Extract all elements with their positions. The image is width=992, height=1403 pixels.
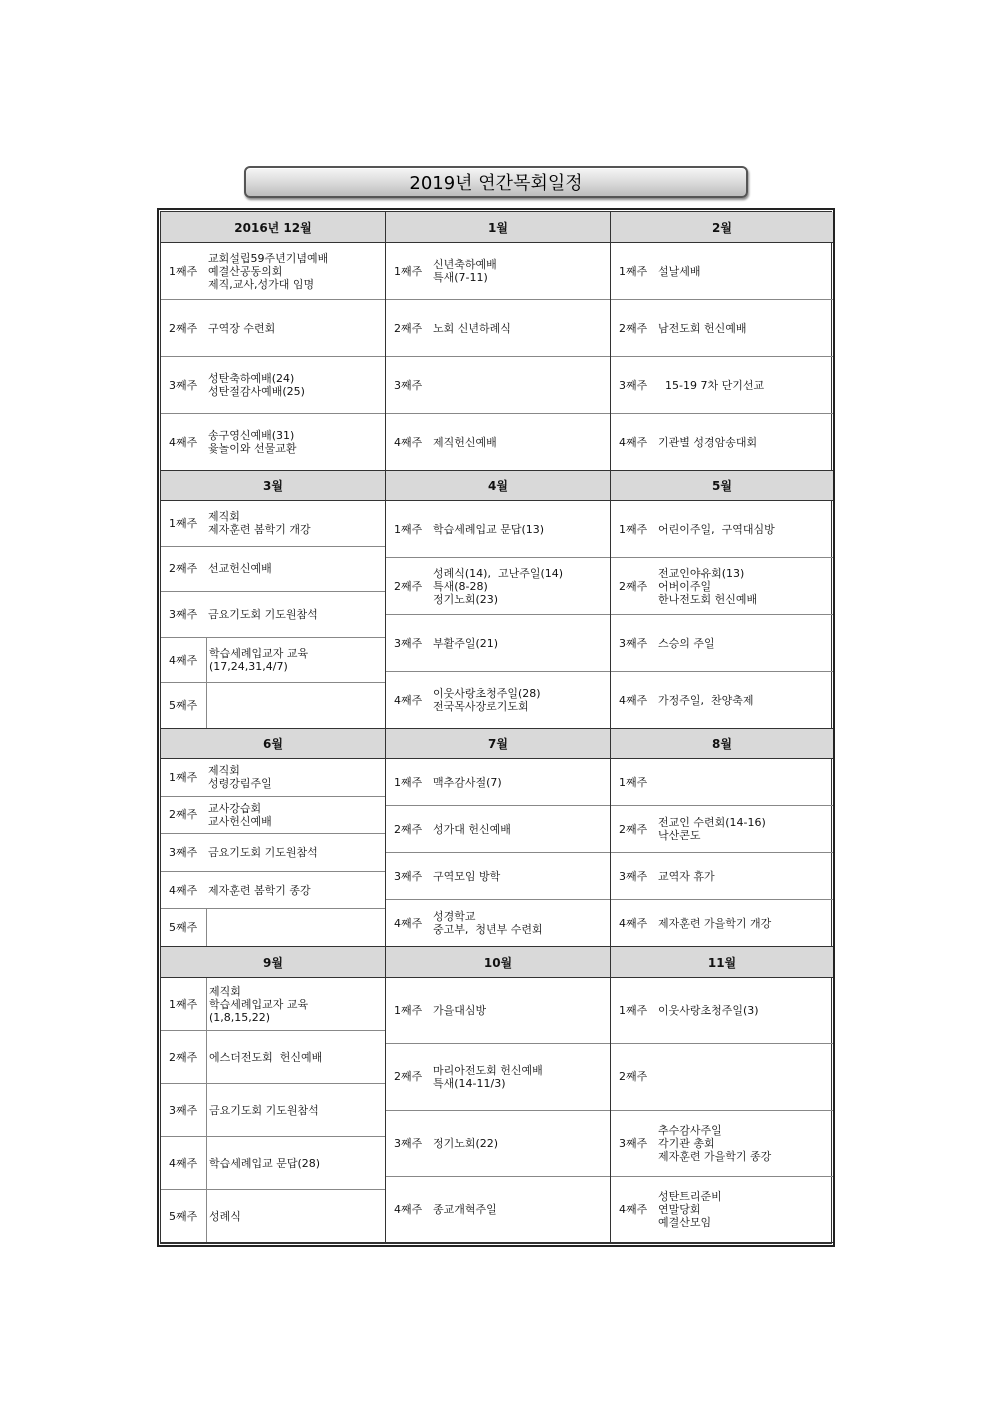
week-events [431, 672, 610, 728]
week-label: 3째주 [394, 869, 423, 883]
week-label: 4째주 [619, 916, 648, 930]
event-text: 윷놀이와 선물교환 [208, 442, 297, 455]
week-label: 4째주 [394, 916, 423, 930]
week-row [161, 683, 385, 728]
week-events [206, 1084, 385, 1136]
week-row [161, 909, 385, 946]
event-text: 성탄트리준비 [658, 1189, 722, 1203]
event-text: 설날세배 [658, 264, 701, 278]
week-label: 3째주 [394, 378, 423, 392]
week-label: 1째주 [169, 770, 198, 784]
event-text: 전교인 수련회(14-16) [658, 816, 766, 829]
week-label: 1째주 [394, 1004, 423, 1018]
week-row [161, 414, 385, 470]
week-row [611, 1177, 833, 1242]
week-row [611, 414, 833, 470]
week-label: 2째주 [169, 1050, 198, 1064]
week-row [161, 592, 385, 638]
event-text: 성탄절감사예배(25) [208, 385, 305, 398]
week-events [431, 1177, 610, 1242]
event-text: 기관별 성경암송대회 [658, 435, 758, 449]
week-label: 3째주 [394, 636, 423, 650]
week-row [386, 1177, 610, 1242]
week-row [611, 1111, 833, 1177]
week-events [206, 1190, 385, 1242]
week-row [386, 1111, 610, 1177]
week-events [656, 759, 833, 805]
page-title: 2019년 연간목회일정 [244, 166, 748, 198]
event-text: 예결산모임 [658, 1215, 712, 1229]
month-column [386, 501, 611, 729]
event-text: 제자훈련 가을학기 종강 [658, 1149, 772, 1163]
month-column [386, 243, 611, 471]
week-events [206, 592, 385, 637]
week-events [431, 853, 610, 899]
event-text: 이웃사랑초청주일(28) [433, 687, 541, 700]
event-text: 맥추감사절(7) [433, 775, 502, 789]
week-row [386, 357, 610, 414]
month-header: 7월 [386, 729, 611, 759]
event-text: 성령강림주일 [208, 777, 272, 791]
week-events [206, 834, 385, 871]
month-header: 1월 [386, 212, 611, 243]
month-column [611, 759, 833, 947]
week-events [431, 357, 610, 413]
week-label: 3째주 [394, 1136, 423, 1150]
week-events [206, 1137, 385, 1189]
week-row [161, 357, 385, 414]
event-text: 학습세례입교 문답(13) [433, 522, 545, 536]
week-row [611, 806, 833, 853]
week-events [431, 1044, 610, 1109]
event-text: 송구영신예배(31) [208, 429, 295, 442]
week-label: 5째주 [169, 921, 198, 935]
week-row [161, 1031, 385, 1084]
week-row [611, 759, 833, 806]
week-label: 3째주 [619, 869, 648, 883]
week-label: 3째주 [169, 1103, 198, 1117]
month-header: 6월 [161, 729, 386, 759]
week-row [386, 759, 610, 806]
event-text: 남전도회 헌신예배 [658, 321, 747, 335]
week-events [206, 1031, 385, 1083]
week-label: 1째주 [169, 997, 198, 1011]
week-label: 2째주 [169, 321, 198, 335]
week-events [431, 414, 610, 470]
week-row [386, 243, 610, 300]
week-row [386, 1044, 610, 1110]
week-events [656, 900, 833, 946]
week-events [206, 909, 385, 946]
week-row [161, 797, 385, 835]
week-events [206, 501, 385, 546]
month-header: 10월 [386, 947, 611, 978]
event-text: 교사강습회 [208, 801, 262, 815]
week-row [386, 853, 610, 900]
week-events [431, 1111, 610, 1176]
week-events [431, 300, 610, 356]
event-text: 제자훈련 봄학기 종강 [208, 883, 311, 897]
week-label: 4째주 [169, 1156, 198, 1170]
week-events [656, 853, 833, 899]
event-text: 교사헌신예배 [208, 814, 272, 828]
week-events [656, 558, 833, 614]
event-text: 예결산공동의회 [208, 264, 283, 278]
week-events [431, 978, 610, 1043]
week-events [431, 759, 610, 805]
week-row [161, 1190, 385, 1242]
week-events [206, 414, 385, 470]
event-text: 제자훈련 봄학기 개강 [208, 523, 311, 537]
month-column [611, 501, 833, 729]
event-text: 어린이주일, 구역대심방 [658, 522, 775, 536]
week-events [656, 978, 833, 1043]
week-label: 4째주 [619, 1202, 648, 1216]
event-text: 성탄축하예배(24) [208, 372, 295, 385]
event-text: 이웃사랑초청주일(3) [658, 1004, 759, 1018]
event-text: 스승의 주일 [658, 636, 715, 650]
event-text: 특새(14-11/3) [433, 1076, 506, 1090]
week-label: 1째주 [169, 264, 198, 278]
week-row [161, 501, 385, 547]
event-text: 어버이주일 [658, 579, 712, 593]
week-label: 2째주 [619, 1070, 648, 1084]
week-label: 4째주 [169, 883, 198, 897]
week-label: 1째주 [394, 264, 423, 278]
event-text: 추수감사주일 [658, 1123, 722, 1137]
week-events [431, 615, 610, 671]
month-header: 9월 [161, 947, 386, 978]
week-label: 1째주 [619, 522, 648, 536]
event-text: 에스더전도회 헌신예배 [209, 1050, 323, 1064]
week-label: 4째주 [169, 435, 198, 449]
event-text: (17,24,31,4/7) [209, 660, 288, 674]
week-events [206, 547, 385, 592]
week-events [656, 1177, 833, 1242]
event-text: 가정주일, 찬양축제 [658, 693, 754, 707]
week-events [206, 243, 385, 299]
week-label: 4째주 [619, 693, 648, 707]
week-row [161, 1137, 385, 1190]
week-events [656, 243, 833, 299]
event-text: 낙산콘도 [658, 829, 701, 842]
week-label: 3째주 [169, 607, 198, 621]
event-text: 종교개혁주일 [433, 1202, 497, 1216]
event-text: 금요기도회 기도원참석 [208, 845, 318, 859]
event-text: 학습세례입교자 교육 [209, 647, 309, 661]
event-text: 특새(7-11) [433, 271, 488, 284]
event-text: 정기노회(22) [433, 1136, 499, 1150]
week-events [206, 797, 385, 834]
week-row [161, 759, 385, 797]
week-row [611, 978, 833, 1044]
week-events [206, 638, 385, 683]
week-row [386, 414, 610, 470]
week-label: 4째주 [394, 693, 423, 707]
week-row [161, 872, 385, 910]
week-label: 2째주 [619, 321, 648, 335]
week-events [656, 806, 833, 852]
event-text: 성가대 헌신예배 [433, 822, 511, 836]
week-row [161, 834, 385, 872]
event-text: 노회 신년하례식 [433, 321, 511, 335]
event-text: 각기관 총회 [658, 1136, 715, 1150]
week-row [386, 806, 610, 853]
week-label: 4째주 [169, 653, 198, 667]
week-row [161, 1084, 385, 1137]
event-text: 성경학교 [433, 910, 476, 923]
event-text: 선교헌신예배 [208, 562, 272, 576]
week-label: 1째주 [619, 1004, 648, 1018]
event-text: 중고부, 청년부 수련회 [433, 923, 543, 936]
week-events [656, 300, 833, 356]
week-row [386, 558, 610, 615]
event-text: 구역모임 방학 [433, 869, 501, 883]
week-label: 1째주 [169, 516, 198, 530]
event-text: 전국목사장로기도회 [433, 700, 529, 713]
week-row [386, 615, 610, 672]
week-events [206, 300, 385, 356]
schedule-table [160, 211, 832, 1244]
event-text: 금요기도회 기도원참석 [209, 1103, 319, 1117]
event-text: 학습세례입교 문답(28) [209, 1156, 321, 1170]
week-row [161, 243, 385, 300]
week-row [611, 853, 833, 900]
month-column [161, 501, 386, 729]
week-label: 1째주 [619, 775, 648, 789]
month-header: 8월 [611, 729, 833, 759]
month-column [386, 978, 611, 1243]
week-label: 3째주 [619, 636, 648, 650]
week-events [206, 978, 385, 1030]
week-events [656, 357, 833, 413]
week-events [656, 672, 833, 728]
week-events [431, 501, 610, 557]
week-label: 2째주 [169, 808, 198, 822]
week-row [161, 300, 385, 357]
month-column [161, 978, 386, 1243]
week-events [431, 558, 610, 614]
event-text: (1,8,15,22) [209, 1010, 271, 1024]
week-row [161, 978, 385, 1031]
event-text: 교회설립59주년기념예배 [208, 251, 329, 265]
month-header: 5월 [611, 471, 833, 501]
week-label: 2째주 [169, 562, 198, 576]
event-text: 연말당회 [658, 1202, 701, 1216]
week-label: 2째주 [394, 822, 423, 836]
week-row [611, 558, 833, 615]
week-row [161, 547, 385, 593]
month-column [611, 978, 833, 1243]
event-text: 제자훈련 가을학기 개강 [658, 916, 772, 930]
event-text: 가을대심방 [433, 1004, 487, 1018]
week-row [611, 672, 833, 728]
month-header: 4월 [386, 471, 611, 501]
week-events [656, 414, 833, 470]
week-row [611, 615, 833, 672]
month-column [161, 759, 386, 947]
week-label: 4째주 [619, 435, 648, 449]
event-text: 15-19 7차 단기선교 [658, 378, 765, 392]
event-text: 전교인야유회(13) [658, 566, 745, 580]
week-row [611, 357, 833, 414]
month-column [611, 243, 833, 471]
week-row [386, 672, 610, 728]
week-events [206, 683, 385, 728]
week-events [206, 872, 385, 909]
event-text: 제직헌신예배 [433, 435, 497, 449]
week-label: 3째주 [169, 378, 198, 392]
week-row [611, 243, 833, 300]
week-label: 1째주 [394, 775, 423, 789]
week-label: 2째주 [394, 1070, 423, 1084]
week-events [431, 243, 610, 299]
event-text: 금요기도회 기도원참석 [208, 607, 318, 621]
event-text: 신년축하예배 [433, 258, 497, 271]
week-events [656, 1111, 833, 1176]
event-text: 마리아전도회 헌신예배 [433, 1063, 543, 1077]
week-label: 2째주 [394, 321, 423, 335]
week-label: 1째주 [394, 522, 423, 536]
week-label: 2째주 [394, 579, 423, 593]
week-label: 2째주 [619, 579, 648, 593]
event-text: 학습세례입교자 교육 [209, 997, 309, 1011]
month-header: 2016년 12월 [161, 212, 386, 243]
week-row [611, 300, 833, 357]
event-text: 제직회 [208, 510, 240, 524]
event-text: 특새(8-28) [433, 579, 488, 593]
week-label: 5째주 [169, 699, 198, 713]
week-events [206, 357, 385, 413]
week-label: 2째주 [619, 822, 648, 836]
week-label: 5째주 [169, 1209, 198, 1223]
month-header: 11월 [611, 947, 833, 978]
week-row [611, 501, 833, 558]
week-label: 3째주 [619, 1136, 648, 1150]
week-label: 4째주 [394, 1202, 423, 1216]
week-row [161, 638, 385, 684]
event-text: 성례식 [209, 1209, 241, 1223]
event-text: 제직회 [209, 984, 241, 998]
week-label: 4째주 [394, 435, 423, 449]
month-header: 3월 [161, 471, 386, 501]
week-events [656, 615, 833, 671]
week-events [431, 900, 610, 946]
week-row [611, 900, 833, 946]
event-text: 성례식(14), 고난주일(14) [433, 566, 564, 580]
week-row [386, 900, 610, 946]
event-text: 부활주일(21) [433, 636, 499, 650]
week-events [656, 501, 833, 557]
week-row [386, 978, 610, 1044]
month-column [161, 243, 386, 471]
event-text: 한나전도회 헌신예배 [658, 592, 758, 606]
week-label: 3째주 [619, 378, 648, 392]
event-text: 제직회 [208, 764, 240, 778]
week-row [386, 300, 610, 357]
event-text: 구역장 수련회 [208, 321, 276, 335]
week-row [386, 501, 610, 558]
week-events [206, 759, 385, 796]
month-column [386, 759, 611, 947]
week-label: 1째주 [619, 264, 648, 278]
event-text: 교역자 휴가 [658, 869, 715, 883]
month-header: 2월 [611, 212, 833, 243]
event-text: 제직,교사,성가대 임명 [208, 277, 315, 291]
week-events [656, 1044, 833, 1109]
week-label: 3째주 [169, 845, 198, 859]
week-row [611, 1044, 833, 1110]
event-text: 정기노회(23) [433, 592, 499, 606]
week-events [431, 806, 610, 852]
